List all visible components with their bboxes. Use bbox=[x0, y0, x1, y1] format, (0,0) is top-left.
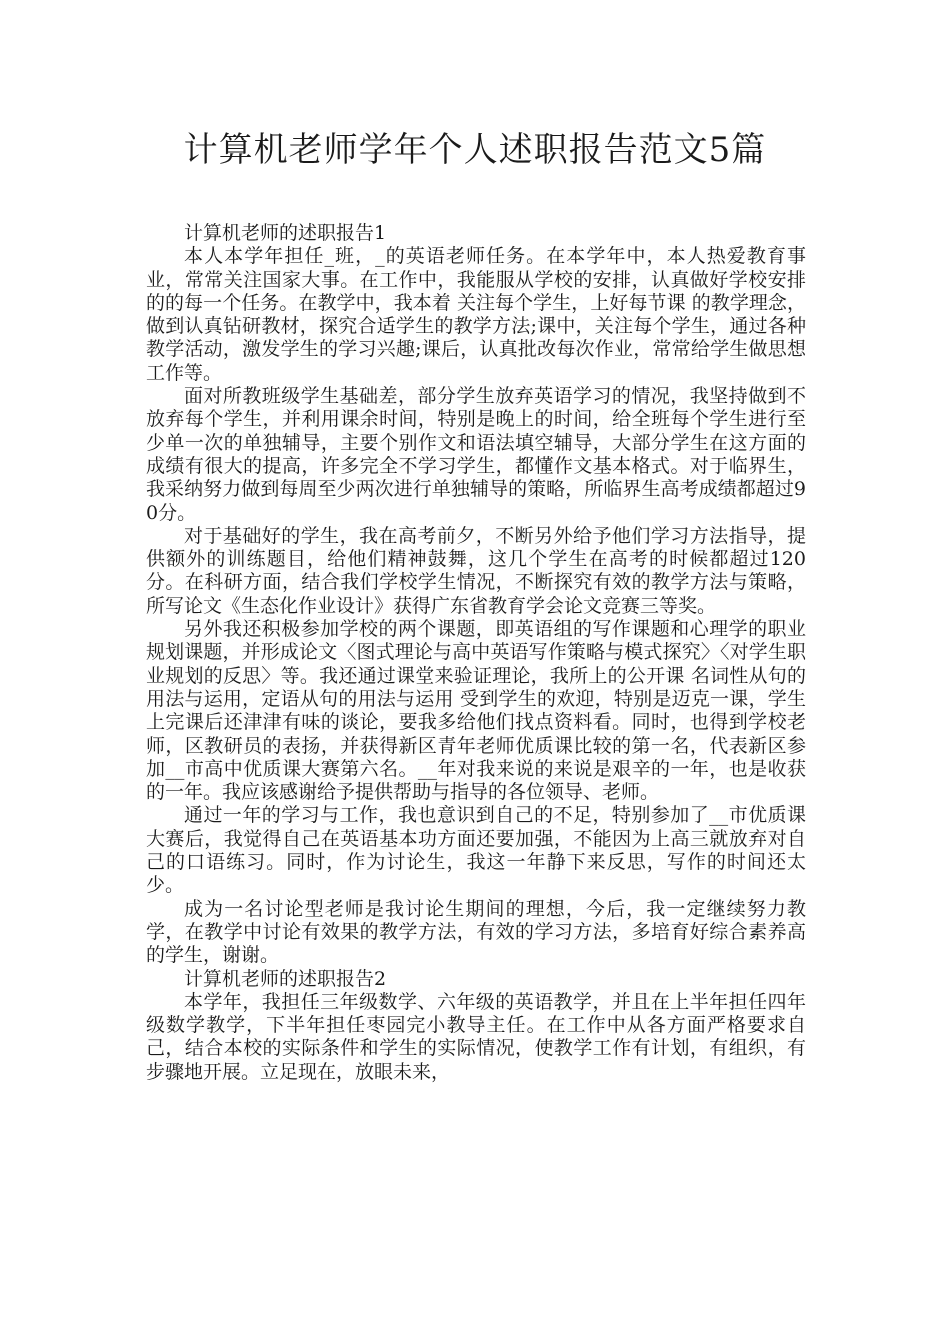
paragraph: 面对所教班级学生基础差，部分学生放弃英语学习的情况，我坚持做到不放弃每个学生，并利用课余时间，特别是晚上的时间，给全班每个学生进行至少单一次的单独辅导，主要个别作文和语法填空辅导，大部分学生在这方面的成绩有很大的提高，许多完全不学习学生，都懂作文基本格式。对于临界生，我采纳努力做到每周至少两次进行单独辅导的策略，所临界生高考成绩都超过90分。 bbox=[146, 385, 806, 524]
paragraph: 本学年，我担任三年级数学、六年级的英语教学，并且在上半年担任四年级数学教学，下半年担任枣园完小教导主任。在工作中从各方面严格要求自己，结合本校的实际条件和学生的实际情况，使教学工作有计划，有组织，有步骤地开展。立足现在，放眼未来， bbox=[146, 990, 806, 1083]
paragraph: 本人本学年担任_班，_的英语老师任务。在本学年中，本人热爱教育事业，常常关注国家大事。在工作中，我能服从学校的安排，认真做好学校安排的的每一个任务。在教学中，我本着 关注每个学生，上好每节课 的教学理念，做到认真钻研教材，探究合适学生的教学方法;课中，关注每个学生，通过各种教学活动，激发学生的学习兴趣;课后，认真批改每次作业，常常给学生做思想工作等。 bbox=[146, 245, 806, 384]
document-body bbox=[146, 222, 806, 1084]
document-title: 计算机老师学年个人述职报告范文5篇 bbox=[183, 130, 767, 170]
paragraph: 成为一名讨论型老师是我讨论生期间的理想，今后，我一定继续努力教学，在教学中讨论有效果的教学方法，有效的学习方法，多培育好综合素养高的学生，谢谢。 bbox=[146, 897, 806, 967]
paragraph: 通过一年的学习与工作，我也意识到自己的不足，特别参加了__市优质课大赛后，我觉得自己在英语基本功方面还要加强，不能因为上高三就放弃对自己的口语练习。同时，作为讨论生，我这一年静下来反思，写作的时间还太少。 bbox=[146, 804, 806, 897]
section-heading: 计算机老师的述职报告1 bbox=[184, 222, 387, 244]
paragraph: 另外我还积极参加学校的两个课题，即英语组的写作课题和心理学的职业规划课题，并形成论文〈图式理论与高中英语写作策略与模式探究〉〈对学生职业规划的反思〉等。我还通过课堂来验证理论，我所上的公开课 名词性从句的用法与运用，定语从句的用法与运用 受到学生的欢迎，特别是迈克一课，学生上完课后还津津有味的谈论，要我多给他们找点资料看。同时，也得到学校老师，区教研员的表扬，并获得新区青年老师优质课比较的第一名，代表新区参加__市高中优质课大赛第六名。__年对我来说的来说是艰辛的一年，也是收获的一年。我应该感谢给予提供帮助与指导的各位领导、老师。 bbox=[146, 618, 806, 804]
paragraph: 对于基础好的学生，我在高考前夕，不断另外给予他们学习方法指导，提供额外的训练题目，给他们精神鼓舞，这几个学生在高考的时候都超过120分。在科研方面，结合我们学校学生情况，不断探究有效的教学方法与策略，所写论文《生态化作业设计》获得广东省教育学会论文竞赛三等奖。 bbox=[146, 524, 806, 617]
section-heading: 计算机老师的述职报告2 bbox=[184, 967, 387, 990]
